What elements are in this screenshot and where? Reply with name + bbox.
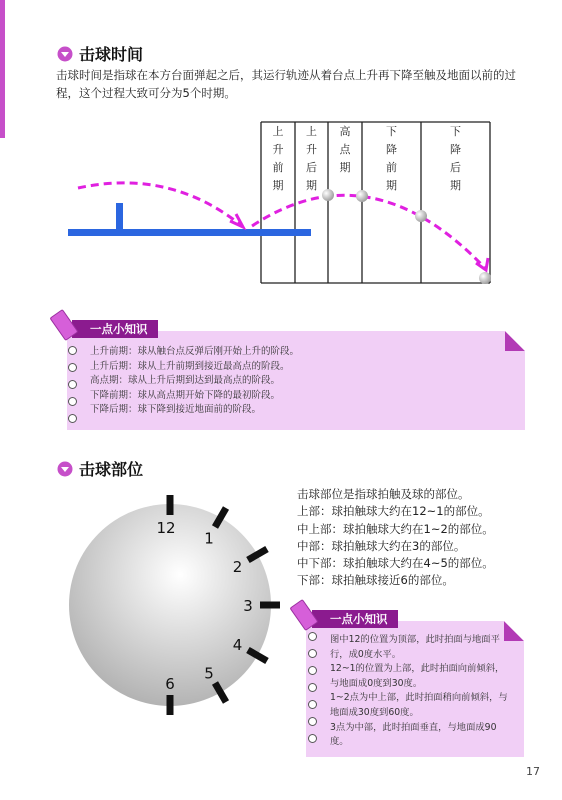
ring-icon (308, 734, 317, 743)
ball-descending (415, 210, 427, 222)
info-line: 中部：球拍触球大约在3的部位。 (297, 538, 466, 553)
ring-icon (308, 717, 317, 726)
list-item: 高点期：球从上升后期到达到最高点的阶段。 (90, 375, 281, 387)
ring-icon (68, 346, 77, 355)
list-item: 12~1的位置为上部，此时拍面向前倾斜，与地面成0度到30度。 (330, 663, 505, 689)
ring-icon (308, 632, 317, 641)
tip-list-timing (90, 345, 510, 418)
ring-icon (68, 397, 77, 406)
ring-icon (68, 414, 77, 423)
list-item: 1~2点为中上部，此时拍面稍向前倾斜，与地面成30度到60度。 (330, 692, 508, 718)
clock-label: 6 (165, 675, 175, 693)
list-item: 上升后期：球从上升前期到接近最高点的阶段。 (90, 360, 290, 372)
ring-icon (68, 363, 77, 372)
clock-tick (167, 495, 174, 515)
incoming-trajectory (78, 183, 242, 226)
phase-label: 上升后期 (306, 125, 317, 192)
info-line: 中下部：球拍触球大约在4~5的部位。 (297, 556, 494, 571)
phase-label: 下降前期 (386, 125, 397, 192)
ball-contact-clock-diagram (60, 495, 280, 715)
ring-icon (68, 380, 77, 389)
list-item: 图中12的位置为顶部，此时拍面与地面平行，成0度水平。 (330, 634, 500, 660)
info-line: 下部：球拍触球接近6的部位。 (297, 573, 454, 588)
clock-label: 12 (156, 519, 176, 537)
ring-icon (308, 700, 317, 709)
section-title: 击球时间 (79, 45, 144, 64)
list-item: 下降后期：球下降到接近地面前的阶段。 (90, 404, 262, 416)
list-item: 下降前期：球从高点期开始下降的最初阶段。 (90, 389, 281, 401)
clock-tick (167, 695, 174, 715)
chevron-down-circle-icon (57, 46, 73, 62)
ring-icon (308, 649, 317, 658)
tip-tag: 一点小知识 (312, 610, 398, 628)
info-line: 击球部位是指球拍触及球的部位。 (297, 487, 470, 501)
list-item: 3点为中部，此时拍面垂直，与地面成90度。 (330, 721, 497, 748)
table-surface (68, 229, 311, 236)
clock-label: 1 (204, 529, 214, 548)
info-line: 中上部：球拍触球大约在1~2的部位。 (297, 521, 494, 536)
phase-label: 高点期 (339, 125, 351, 174)
clock-label: 3 (243, 597, 253, 615)
tip-list-contact (330, 633, 510, 750)
section-heading-contact-point (57, 457, 143, 480)
clock-label: 2 (232, 558, 243, 576)
ring-icon (308, 683, 317, 692)
phase-label: 上升前期 (272, 125, 284, 192)
page-number: 17 (526, 765, 540, 778)
section-title: 击球部位 (79, 460, 144, 479)
info-line: 上部：球拍触球大约在12~1的部位。 (297, 504, 490, 519)
section-heading-timing (57, 42, 143, 65)
ball-apex-right (356, 190, 368, 202)
clock-tick (260, 602, 280, 609)
list-item: 上升前期：球从触台点反弹后刚开始上升的阶段。 (90, 346, 300, 357)
tip-tag: 一点小知识 (72, 320, 158, 338)
binder-rings (68, 346, 77, 431)
ball-apex-left (322, 189, 334, 201)
table-net (116, 203, 123, 230)
phase-label: 下降后期 (450, 125, 461, 192)
chevron-down-circle-icon (57, 461, 73, 477)
incoming-arrowhead (230, 214, 243, 227)
contact-point-info (297, 486, 527, 590)
clock-label: 4 (232, 636, 243, 654)
clock-label: 5 (204, 664, 214, 683)
ball-ground (479, 272, 491, 284)
binder-rings (308, 632, 317, 751)
ring-icon (308, 666, 317, 675)
ball-trajectory-diagram (0, 118, 562, 293)
timing-intro: 击球时间是指球在本方台面弹起之后，其运行轨迹从着台点上升再下降至触及地面以前的过程，这个过程大致可分为5个时期。 (56, 68, 516, 100)
